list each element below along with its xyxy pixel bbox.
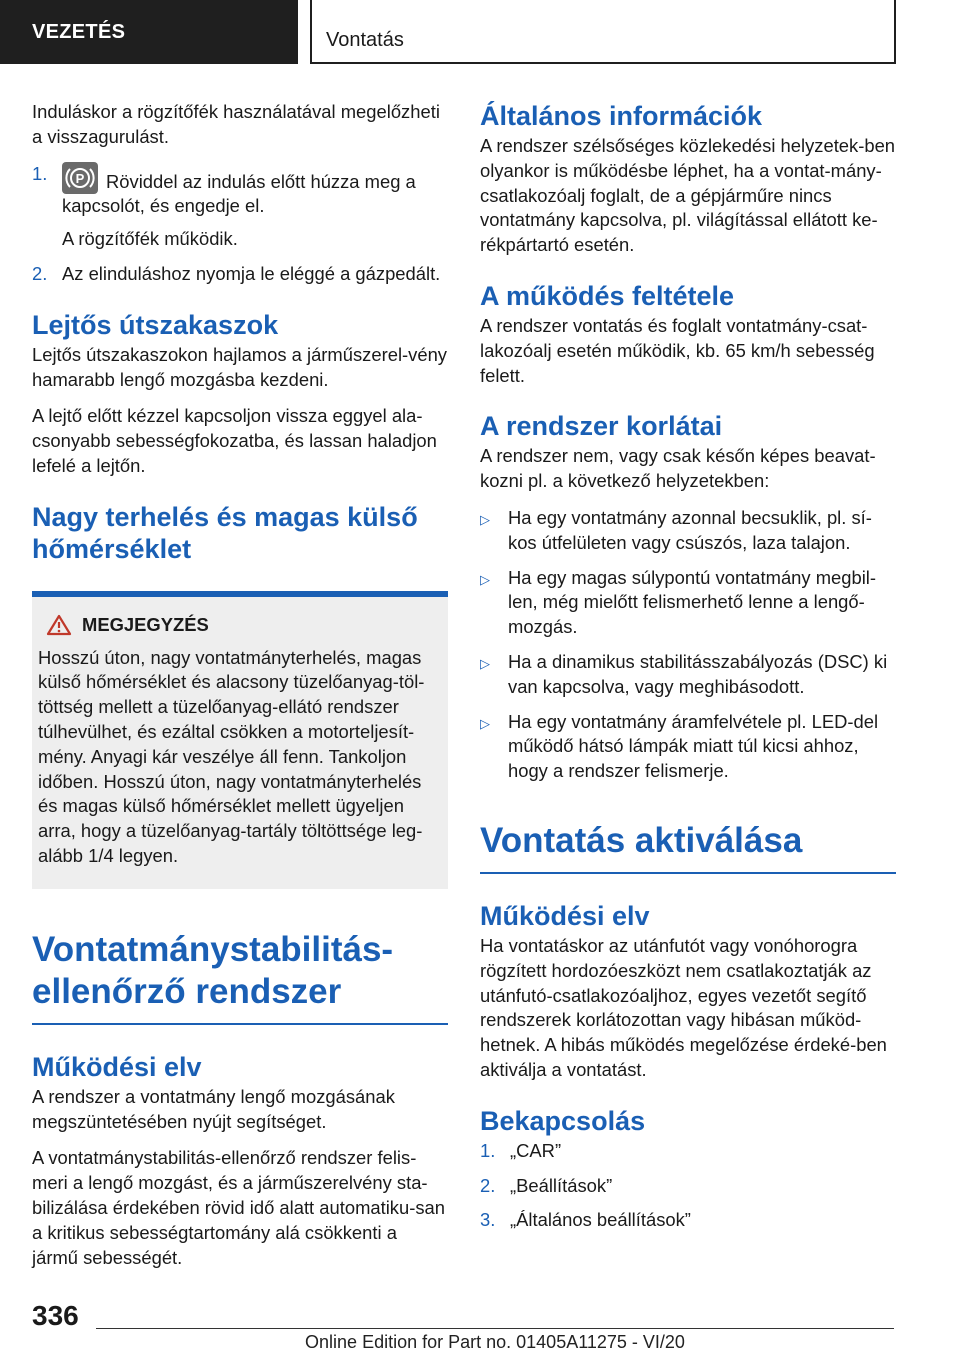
- step-number: 2.: [32, 262, 48, 284]
- principle-paragraph-2: A vontatmánystabilitás-ellenőrző rendszer felis-meri a lengő mozgást, és a járműszerelvény sta-bilizálása érdekében rövid idő alatt automatiku-san a kritikus sebességtartomány alá csökkenti a jármű sebességét.: [32, 1147, 446, 1268]
- footer-divider: [96, 1328, 894, 1329]
- section-heading-principle-right: Működési elv: [480, 900, 650, 931]
- step-body: [62, 162, 448, 252]
- switch-on-steps: [480, 1139, 896, 1233]
- chapter-heading-tsc: Vontatmánystabilitás-ellenőrző rendszer: [32, 929, 448, 1025]
- notice-title: [38, 613, 440, 638]
- limits-list: [480, 506, 896, 784]
- list-item: [480, 710, 896, 784]
- list-item: [480, 1174, 896, 1199]
- edition-text: Online Edition for Part no. 01405A11275 - VI/20: [305, 1332, 685, 1352]
- activation-principle-paragraph: Ha vontatáskor az utánfutót vagy vonóhorogra rögzített hordozóeszközt nem csatlakoztatják az utánfutó-csatlakozóaljhoz, egyes vezetőt segítő rendszerek korlátozottan vagy hibásan működ-hetnek. A hibás működés megelőzése érdeké-ben aktiválja a vontatást.: [480, 934, 887, 1080]
- start-steps: [32, 162, 448, 287]
- right-column: [480, 100, 896, 1243]
- slopes-paragraph-1: Lejtős útszakaszokon hajlamos a járműszerel-vény hamarabb lengő mozgásba kezdeni.: [32, 343, 448, 390]
- slopes-paragraph-2: A lejtő előtt kézzel kapcsoljon vissza eggyel ala-csonyabb sebességfokozatba, és lassan haladjon lefelé a lejtőn.: [32, 405, 437, 476]
- step-number: 3.: [480, 1209, 496, 1231]
- step-text: Röviddel az indulás előtt húzza meg a kapcsolót, és engedje el.: [62, 170, 416, 217]
- chapter-title: Vontatás: [310, 0, 896, 64]
- section-heading-limits: A rendszer korlátai: [480, 411, 723, 442]
- list-item: [32, 262, 448, 287]
- list-item-text: Ha egy vontatmány áramfelvétele pl. LED-del működő hátsó lámpák miatt túl kicsi ahhoz, hogy a rendszer felismerje.: [508, 710, 879, 782]
- section-heading-condition: A működés feltétele: [480, 280, 735, 311]
- general-paragraph: A rendszer szélsőséges közlekedési helyzetek-ben olyankor is működésbe léphet, ha a vontat-mány-csatlakozóalj foglalt, de a gépjárműre nincs vontatmány kapcsolva, pl. világítással ellátott ke-rékpártartó esetén.: [480, 135, 896, 256]
- condition-paragraph: A rendszer vontatás és foglalt vontatmány-csat-lakozóalj esetén működik, kb. 65 km/h sebesség felett.: [480, 314, 875, 386]
- step-text: „CAR”: [510, 1139, 562, 1161]
- bullet-triangle-icon: ▷: [480, 715, 490, 731]
- left-column: [32, 100, 448, 1282]
- list-item: [480, 650, 896, 700]
- list-item-text: Ha egy vontatmány azonnal becsuklik, pl. sí-kos útfelületen vagy csúszós, laza talajon.: [508, 506, 872, 553]
- bullet-triangle-icon: ▷: [480, 571, 490, 587]
- list-item: [480, 1208, 896, 1233]
- parking-brake-icon: [62, 162, 98, 194]
- page-number: 336: [32, 1300, 79, 1331]
- principle-paragraph-1: A rendszer a vontatmány lengő mozgásának megszüntetésében nyújt segítséget.: [32, 1085, 395, 1132]
- notice-text: Hosszú úton, nagy vontatmányterhelés, magas külső hőmérséklet és alacsony tüzelőanyag-töl-töttség mellett a tüzelőanyag-ellátó rendszer túlhevülhet, és ezáltal csökken a motorteljesít-mény. Anyagi kár veszélye áll fenn. Tankoljon időben. Hosszú úton, nagy vontatmányterhelés és magas külső hőmérséklet mellett ügyeljen arra, hogy a tüzelőanyag-tartály töltöttsége leg-alább 1/4 legyen.: [38, 646, 425, 866]
- section-heading-slopes: Lejtős útszakaszok: [32, 309, 279, 340]
- section-heading-general: Általános információk: [480, 101, 763, 131]
- chapter-heading-activate: Vontatás aktiválása: [480, 820, 896, 874]
- svg-text:P: P: [75, 170, 85, 186]
- step-number: 1.: [32, 162, 48, 184]
- step-number: 2.: [480, 1174, 496, 1196]
- list-item-text: Ha egy magas súlypontú vontatmány megbil-len, még mielőtt felismerhető lenne a lengő-mozgás.: [508, 566, 877, 638]
- bullet-triangle-icon: ▷: [480, 511, 490, 527]
- section-heading-heavy-load: Nagy terhelés és magas külső hőmérséklet: [32, 501, 418, 564]
- notice-label: MEGJEGYZÉS: [82, 613, 209, 635]
- notice-box: [32, 591, 448, 889]
- page-footer: [0, 1296, 960, 1362]
- step-text: „Beállítások”: [510, 1174, 613, 1196]
- page-header: [0, 0, 960, 64]
- limits-paragraph: A rendszer nem, vagy csak későn képes beavat-kozni pl. a következő helyzetekben:: [480, 445, 876, 492]
- list-item: [32, 162, 448, 252]
- list-item: [480, 506, 896, 556]
- list-item-text: Ha a dinamikus stabilitásszabályozás (DSC) ki van kapcsolva, vagy meghibásodott.: [508, 650, 888, 697]
- section-heading-principle: Működési elv: [32, 1051, 202, 1082]
- step-text: Az elinduláshoz nyomja le eléggé a gázpedált.: [62, 262, 441, 284]
- intro-paragraph: Induláskor a rögzítőfék használatával megelőzheti a visszagurulást.: [32, 101, 440, 147]
- warning-icon: [46, 614, 72, 636]
- bullet-triangle-icon: ▷: [480, 655, 490, 671]
- section-tab: VEZETÉS: [0, 0, 298, 64]
- step-text: „Általános beállítások”: [510, 1209, 691, 1231]
- section-heading-switch-on: Bekapcsolás: [480, 1105, 646, 1136]
- list-item: [480, 566, 896, 640]
- step-result: A rögzítőfék működik.: [62, 228, 238, 250]
- step-number: 1.: [480, 1139, 496, 1161]
- list-item: [480, 1139, 896, 1164]
